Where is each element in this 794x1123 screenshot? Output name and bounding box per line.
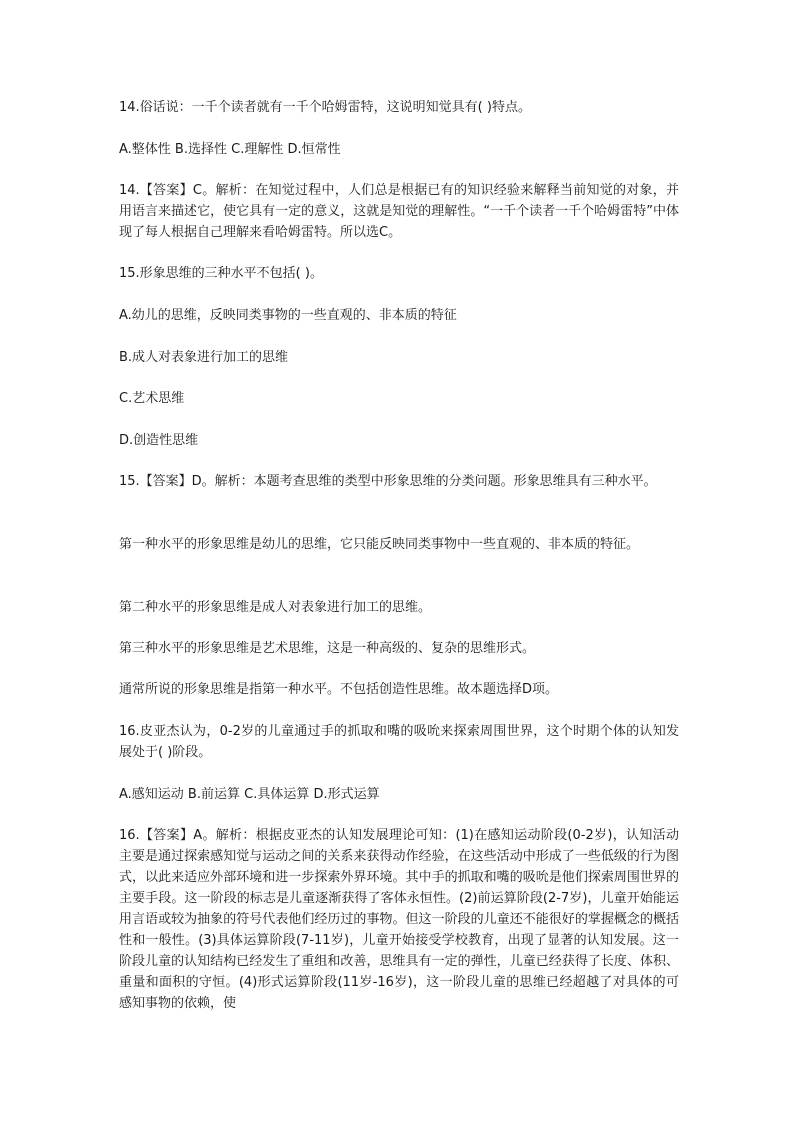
question-14-options: A.整体性 B.选择性 C.理解性 D.恒常性: [119, 142, 341, 157]
answer-15-conclusion: 通常所说的形象思维是指第一种水平。不包括创造性思维。故本题选择D项。: [119, 682, 559, 697]
question-15-option-a: A.幼儿的思维，反映同类事物的一些直观的、非本质的特征: [119, 308, 457, 323]
question-15-option-c: C.艺术思维: [119, 391, 185, 406]
question-15-option-b: B.成人对表象进行加工的思维: [119, 350, 289, 365]
answer-15-level-1: 第一种水平的形象思维是幼儿的思维，它只能反映同类事物中一些直观的、非本质的特征。: [119, 537, 640, 552]
answer-15-level-3: 第三种水平的形象思维是艺术思维，这是一种高级的、复杂的思维形式。: [119, 641, 536, 656]
answer-15-level-2: 第二种水平的形象思维是成人对表象进行加工的思维。: [119, 600, 432, 615]
question-14: 14.俗话说：一千个读者就有一千个哈姆雷特，这说明知觉具有( )特点。: [119, 100, 531, 115]
question-15-option-d: D.创造性思维: [119, 433, 199, 448]
answer-14: 14.【答案】C。解析：在知觉过程中，人们总是根据已有的知识经验来解释当前知觉的对象，并用语言来描述它，使它具有一定的意义，这就是知觉的理解性。“一千个读者一千个哈姆雷特”中体现了每人根据自己理解来看哈姆雷特。所以选C。: [119, 183, 679, 240]
question-16: 16.皮亚杰认为，0-2岁的儿童通过手的抓取和嘴的吸吮来探索周围世界，这个时期个体的认知发展处于( )阶段。: [119, 724, 679, 760]
question-15: 15.形象思维的三种水平不包括( )。: [119, 266, 323, 281]
answer-15: 15.【答案】D。解析：本题考查思维的类型中形象思维的分类问题。形象思维具有三种水平。: [119, 474, 657, 489]
answer-16: 16.【答案】A。解析：根据皮亚杰的认知发展理论可知：(1)在感知运动阶段(0-2岁)，认知活动主要是通过探索感知觉与运动之间的关系来获得动作经验，在这些活动中形成了一些低级的行为图式，以此来适应外部环境和进一步探索外界环境。其中手的抓取和嘴的吸吮是他们探索周围世界的主要手段。这一阶段的标志是儿童逐渐获得了客体永恒性。(2)前运算阶段(2-7岁)，儿童开始能运用言语或较为抽象的符号代表他们经历过的事物。但这一阶段的儿童还不能很好的掌握概念的概括性和一般性。(3)具体运算阶段(7-11岁)，儿童开始接受学校教育，出现了显著的认知发展。这一阶段儿童的认知结构已经发生了重组和改善，思维具有一定的弹性，儿童已经获得了长度、体积、重量和面积的守恒。(4)形式运算阶段(11岁-16岁)，这一阶段儿童的思维已经超越了对具体的可感知事物的依赖，使: [119, 828, 679, 1011]
question-16-options: A.感知运动 B.前运算 C.具体运算 D.形式运算: [119, 787, 380, 802]
